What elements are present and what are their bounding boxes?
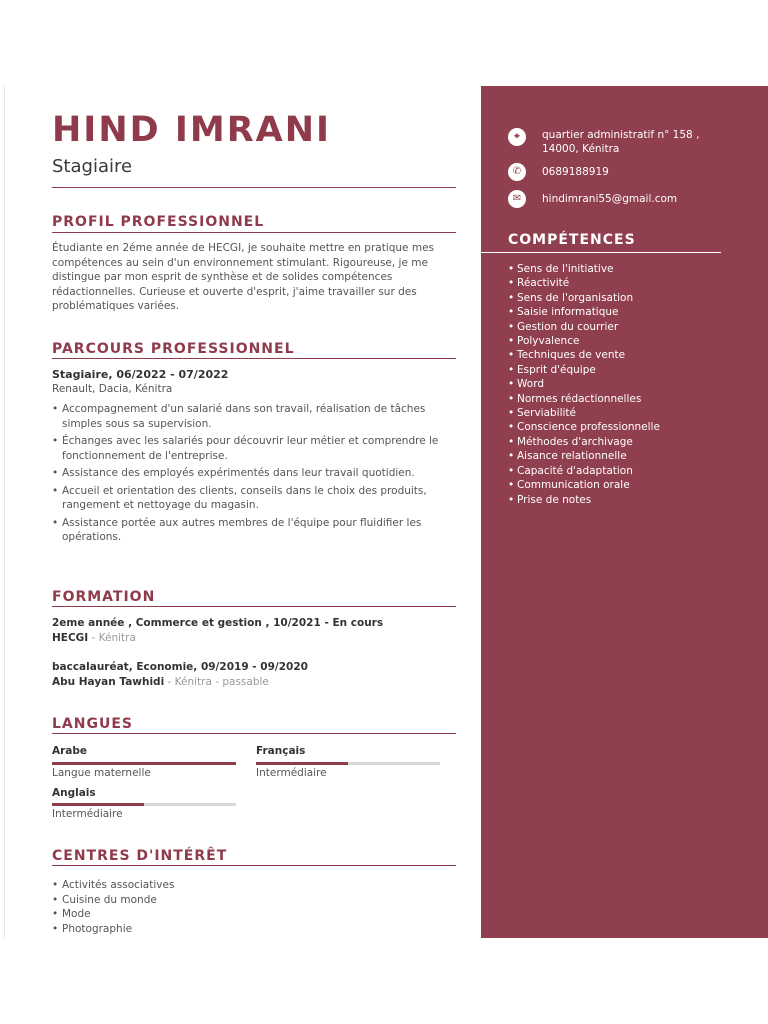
- job-title: Stagiaire: [52, 156, 133, 177]
- language-level-fill: [52, 762, 236, 765]
- interest-item: • Photographie: [52, 922, 174, 937]
- language-level-bar: [52, 762, 236, 765]
- language-level-fill: [52, 803, 144, 806]
- interests-section-title: CENTRES D'INTÉRÊT: [52, 848, 228, 864]
- header-divider: [52, 187, 456, 188]
- skill-item: • Conscience professionnelle: [508, 420, 660, 434]
- skill-item: • Word: [508, 377, 660, 391]
- skill-item: • Techniques de vente: [508, 348, 660, 362]
- skill-item: • Communication orale: [508, 478, 660, 492]
- education-item-school: [52, 676, 269, 688]
- interest-item: • Mode: [52, 907, 174, 922]
- skill-item: • Capacité d'adaptation: [508, 464, 660, 478]
- skill-item: • Polyvalence: [508, 334, 660, 348]
- experience-list: [52, 402, 452, 548]
- skills-section-title: COMPÉTENCES: [508, 232, 636, 248]
- profile-divider: [52, 232, 456, 233]
- profile-section-title: PROFIL PROFESSIONNEL: [52, 214, 265, 230]
- language-level: Intermédiaire: [52, 808, 123, 820]
- language-level: Intermédiaire: [256, 767, 327, 779]
- experience-bullet: • Échanges avec les salariés pour découvrir leur métier et comprendre le fonctionnement de l'entreprise.: [52, 434, 452, 463]
- contact-email: [508, 190, 732, 208]
- language-level-bar: [52, 803, 236, 806]
- experience-bullet: • Accompagnement d'un salarié dans son travail, réalisation de tâches simples sous sa supervision.: [52, 402, 452, 431]
- email-text[interactable]: hindimrani55@gmail.com: [542, 193, 678, 205]
- language-name: Anglais: [52, 787, 96, 799]
- candidate-name: HIND IMRANI: [52, 110, 332, 150]
- skills-list: [508, 262, 660, 507]
- education-item-title: baccalauréat, Economie, 09/2019 - 09/2020: [52, 661, 308, 673]
- sidebar: [481, 86, 768, 938]
- experience-bullet: • Assistance portée aux autres membres de l'équipe pour fluidifier les opérations.: [52, 516, 452, 545]
- school-location: - Kénitra - passable: [164, 676, 269, 688]
- page-edge: [4, 86, 5, 938]
- education-item-title: 2eme année , Commerce et gestion , 10/2021 - En cours: [52, 617, 384, 629]
- skill-item: • Normes rédactionnelles: [508, 392, 660, 406]
- skill-item: • Gestion du courrier: [508, 320, 660, 334]
- location-pin-icon: ⌖: [508, 128, 526, 146]
- address-text: quartier administratif n° 158 , 14000, Kénitra: [542, 129, 700, 155]
- skill-item: • Sens de l'organisation: [508, 291, 660, 305]
- skill-item: • Prise de notes: [508, 493, 660, 507]
- experience-bullet: • Accueil et orientation des clients, conseils dans le choix des produits, rangement et nettoyage du magasin.: [52, 484, 452, 513]
- job-heading: Stagiaire, 06/2022 - 07/2022: [52, 368, 229, 381]
- languages-divider: [52, 733, 456, 734]
- skill-item: • Réactivité: [508, 276, 660, 290]
- languages-section-title: LANGUES: [52, 716, 133, 732]
- profile-text: Étudiante en 2éme année de HECGI, je souhaite mettre en pratique mes compétences au sein d'un environnement stimulant. Rigoureuse, je me distingue par mon esprit de synthèse et de solides compétences rédactionnelles. Curieuse et ouverte d'esprit, j'aime travailler sur des problématiques variées.: [52, 242, 435, 312]
- experience-section-title: PARCOURS PROFESSIONNEL: [52, 341, 295, 357]
- skill-item: • Aisance relationnelle: [508, 449, 660, 463]
- language-name: Arabe: [52, 745, 88, 757]
- school-location: - Kénitra: [88, 632, 136, 644]
- skill-item: • Saisie informatique: [508, 305, 660, 319]
- experience-bullet: • Assistance des employés expérimentés dans leur travail quotidien.: [52, 466, 452, 481]
- education-divider: [52, 606, 456, 607]
- interests-divider: [52, 865, 456, 866]
- job-employer: Renault, Dacia, Kénitra: [52, 383, 173, 395]
- education-item-school: [52, 632, 136, 644]
- interest-item: • Cuisine du monde: [52, 893, 174, 908]
- phone-text[interactable]: 0689188919: [542, 166, 609, 178]
- language-level: Langue maternelle: [52, 767, 151, 779]
- language-name: Français: [256, 745, 306, 757]
- contact-phone: [508, 163, 732, 181]
- language-level-bar: [256, 762, 440, 765]
- email-icon: ✉: [508, 190, 526, 208]
- school-name: Abu Hayan Tawhidi: [52, 676, 165, 688]
- skill-item: • Esprit d'équipe: [508, 363, 660, 377]
- experience-divider: [52, 358, 456, 359]
- contact-address: [508, 128, 732, 156]
- skill-item: • Serviabilité: [508, 406, 660, 420]
- language-level-fill: [256, 762, 348, 765]
- interest-item: • Activités associatives: [52, 878, 174, 893]
- interests-list: [52, 878, 174, 936]
- phone-icon: ✆: [508, 163, 526, 181]
- skill-item: • Sens de l'initiative: [508, 262, 660, 276]
- education-section-title: FORMATION: [52, 589, 156, 605]
- skill-item: • Méthodes d'archivage: [508, 435, 660, 449]
- skills-divider: [481, 252, 721, 253]
- school-name: HECGI: [52, 632, 89, 644]
